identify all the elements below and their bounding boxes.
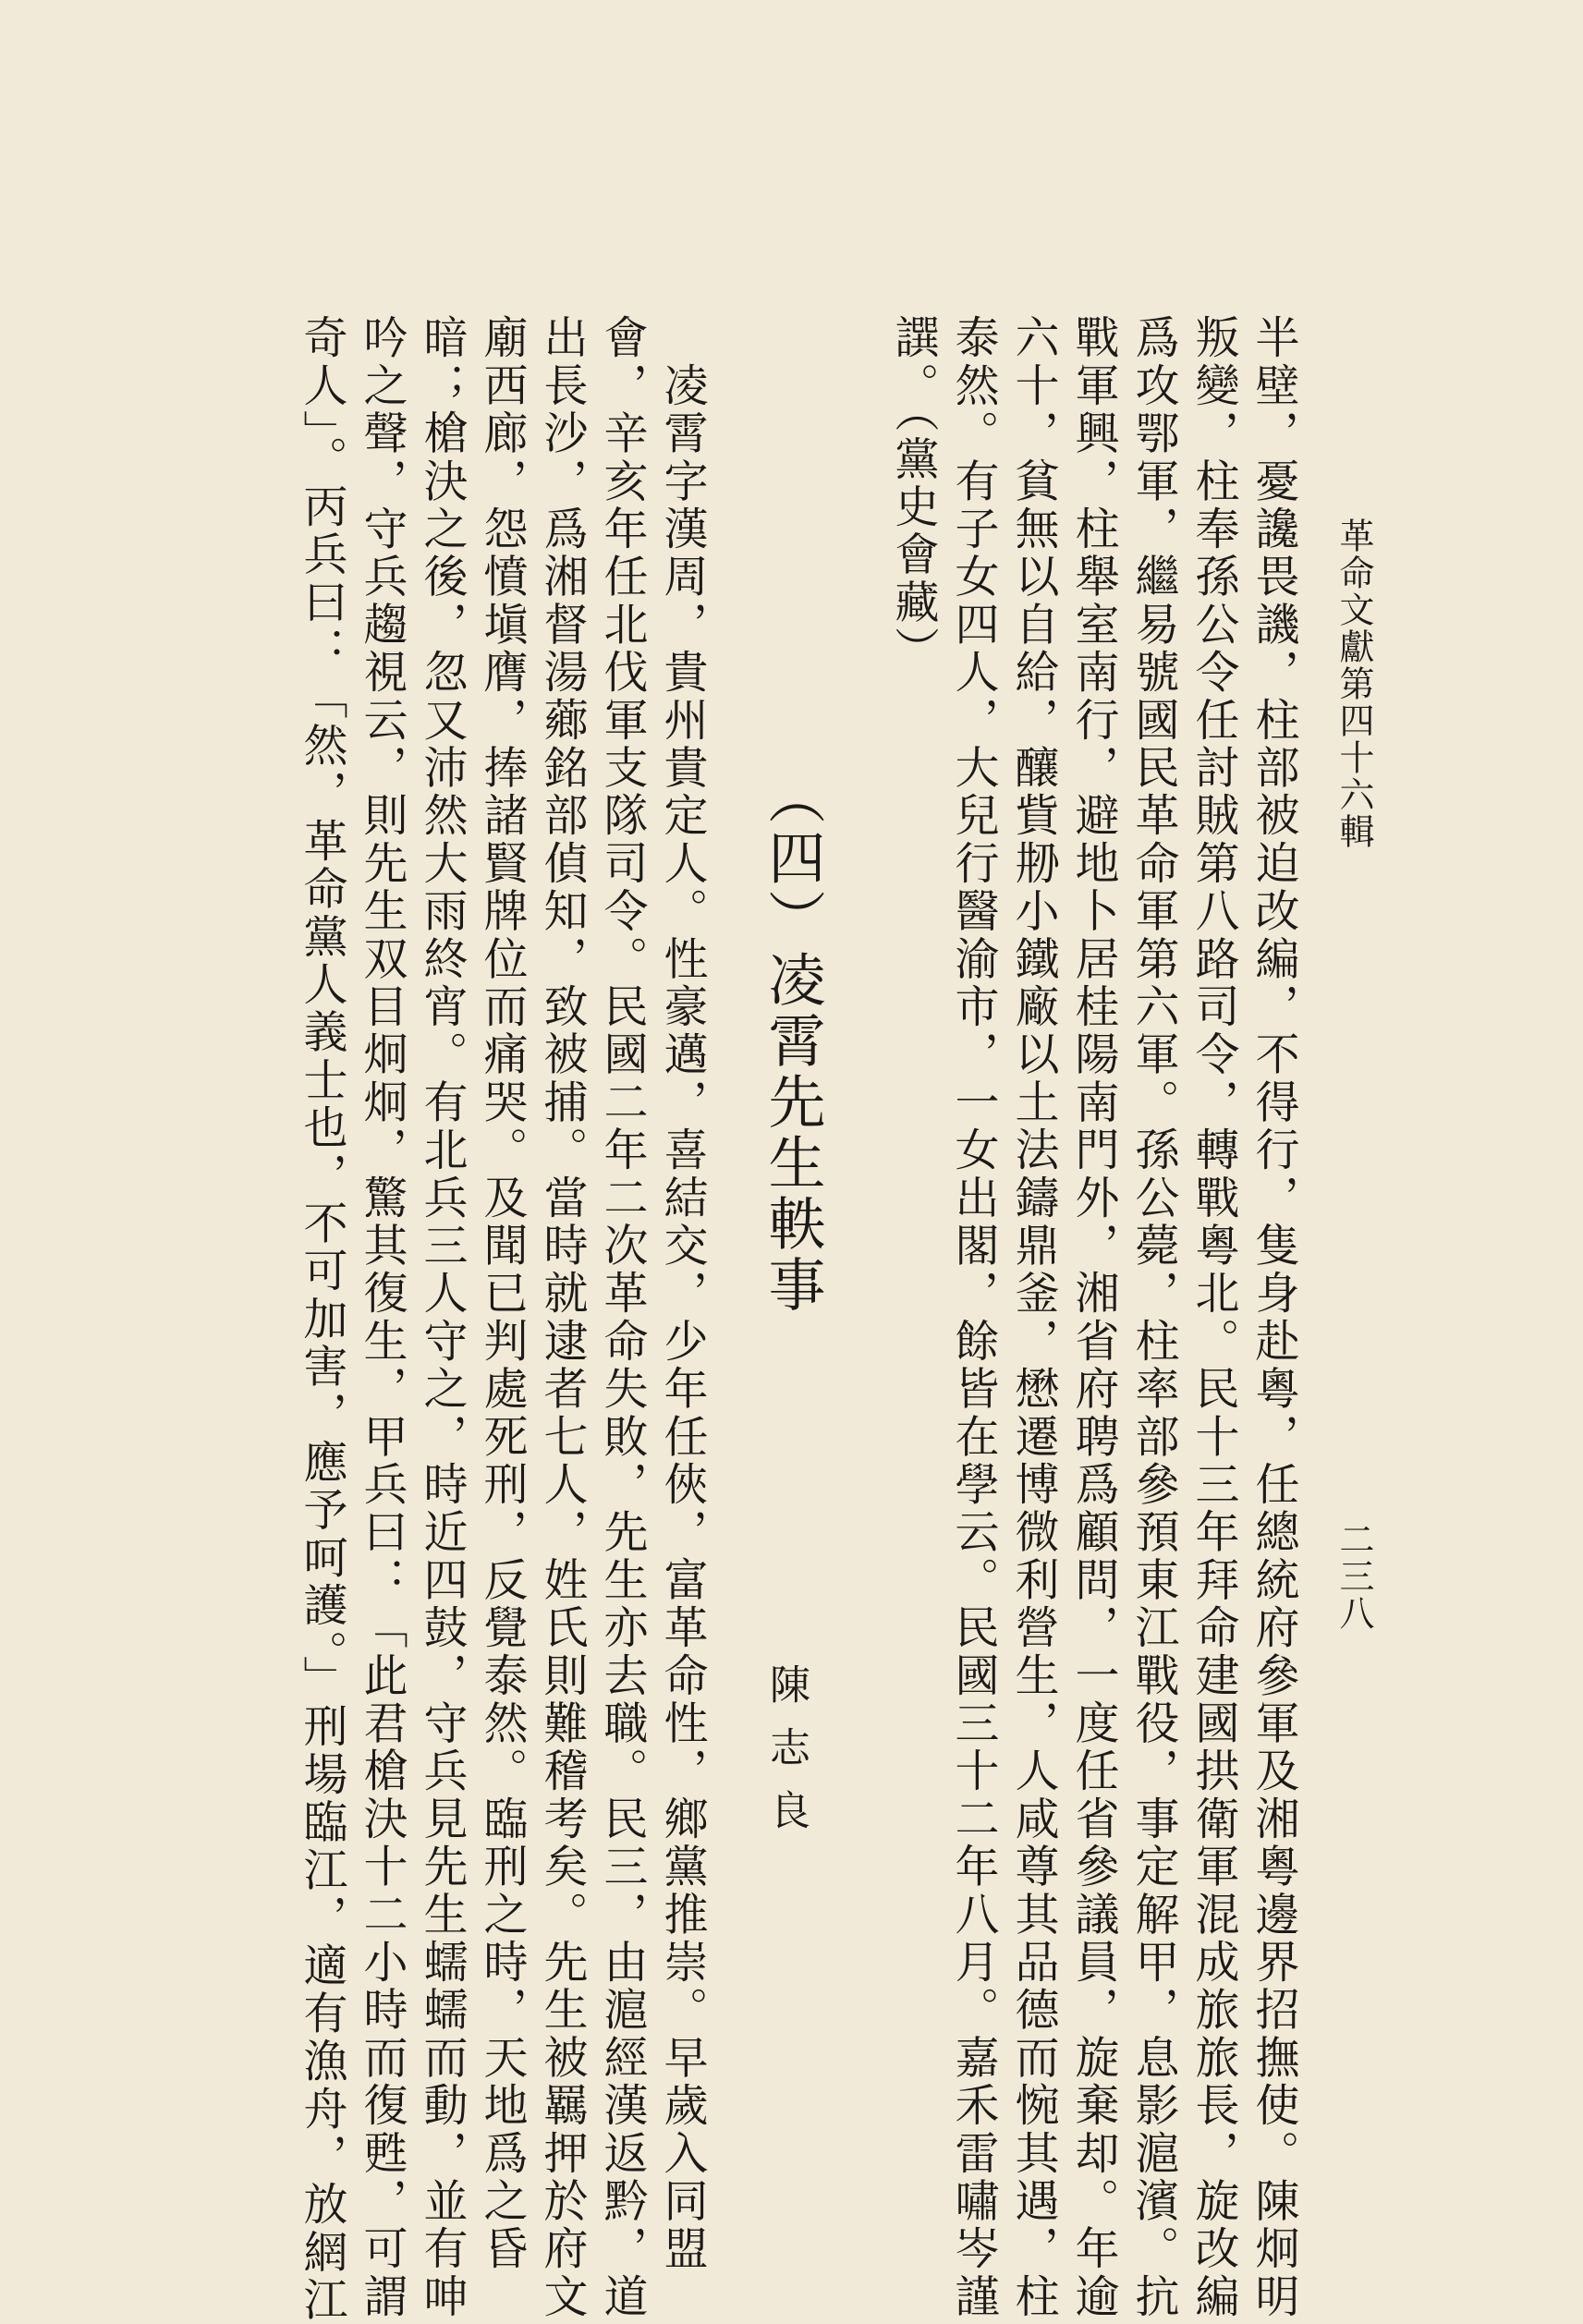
- author-name: 陳志良: [762, 1663, 810, 1852]
- text-column: 廟西廊，怨憤塡膺，捧諸賢牌位而痛哭。及聞已判處死刑，反覺泰然。臨刑之時，天地爲之昏: [476, 314, 528, 2273]
- text-column: 凌霄字漢周，貴州貴定人。性豪邁，喜結交，少年任俠，富革命性，鄉黨推崇。早歲入同盟: [656, 314, 708, 2273]
- text-column: 奇人」。丙兵曰：「然，革命黨人義士也，不可加害，應予呵護。」刑場臨江，適有漁舟，放網江: [296, 314, 347, 2324]
- running-header-title: 革命文獻第四十六輯: [1333, 517, 1374, 850]
- text-column: 六十，貧無以自給，釀貲刱小鐵廠以土法鑄鼎釜，懋遷博微利營生，人咸尊其品德而惋其遇，柱: [1007, 314, 1059, 2321]
- text-column: 泰然。有子女四人，大兒行醫渝市，一女出閣，餘皆在學云。民國三十二年八月。嘉禾雷嘯岑謹: [947, 314, 999, 2321]
- text-column: 出長沙，爲湘督湯薌銘部偵知，致被捕。當時就逮者七人，姓氏則難稽考矣。先生被羈押於府文: [536, 314, 588, 2321]
- text-column: 爲攻鄂軍，繼易號國民革命軍第六軍。孫公薨，柱率部參預東江戰役，事定解甲，息影滬濱。抗: [1127, 314, 1179, 2321]
- text-column: 半壁，憂讒畏譏，柱部被迫改編，不得行，隻身赴粵，任總統府參軍及湘粵邊界招撫使。陳炯明: [1248, 314, 1299, 2321]
- section-title: （四）凌霄先生軼事: [759, 767, 826, 1316]
- text-column: 暗；槍決之後，忽又沛然大雨終宵。有北兵三人守之，時近四鼓，守兵見先生蠕蠕而動，並有呻: [416, 314, 468, 2321]
- text-column: 譔。（黨史會藏）: [887, 314, 939, 675]
- text-column: 吟之聲，守兵趨視云，則先生双目炯炯，驚其復生，甲兵曰：「此君槍決十二小時而復甦，可謂: [356, 314, 408, 2321]
- page-number: 二三八: [1333, 1521, 1374, 1632]
- text-column: 會，辛亥年任北伐軍支隊司令。民國二年二次革命失敗，先生亦去職。民三，由滬經漢返黔，道: [596, 314, 648, 2321]
- text-column: 叛變，柱奉孫公令任討賊第八路司令，轉戰粵北。民十三年拜命建國拱衛軍混成旅旅長，旋改編: [1187, 314, 1239, 2321]
- text-column: 戰軍興，柱舉室南行，避地卜居桂陽南門外，湘省府聘爲顧問，一度任省參議員，旋棄却。年逾: [1067, 314, 1119, 2321]
